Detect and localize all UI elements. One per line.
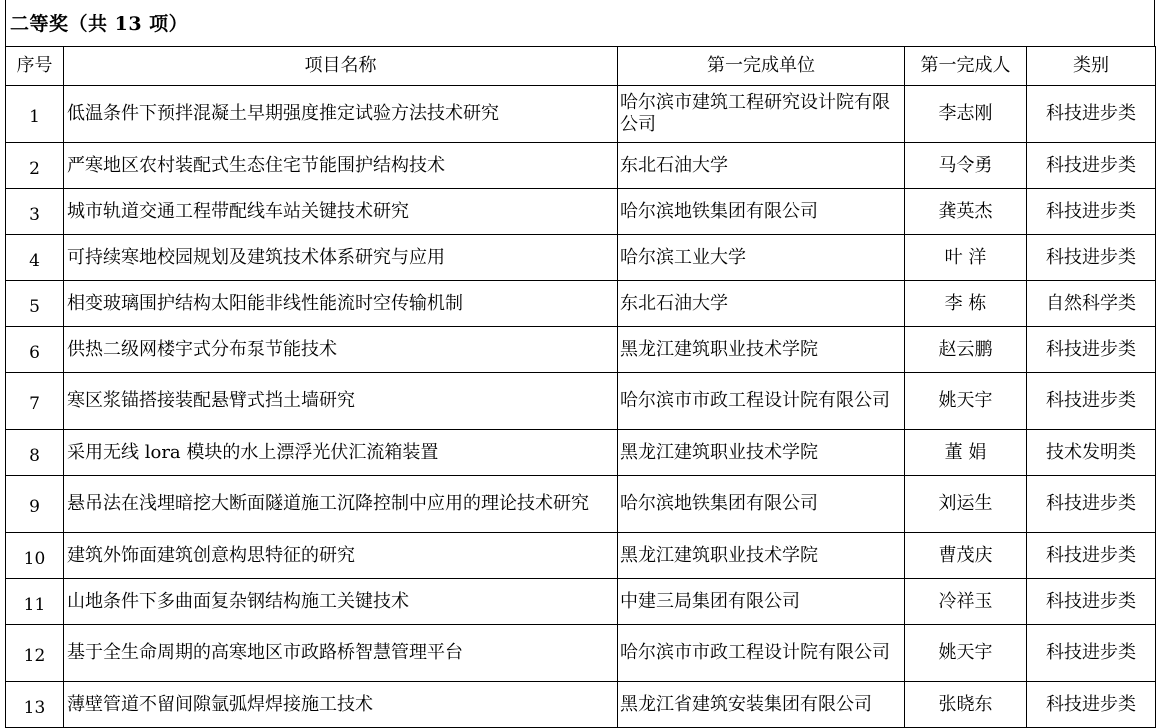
cell-person: 姚天宇: [905, 625, 1027, 682]
cell-category: 技术发明类: [1027, 430, 1156, 476]
cell-index: 7: [6, 373, 64, 430]
table-row: [6, 143, 1156, 189]
award-sheet: [5, 0, 1155, 718]
cell-project: 可持续寒地校园规划及建筑技术体系研究与应用: [64, 235, 618, 281]
cell-index: 11: [6, 579, 64, 625]
cell-unit: 黑龙江建筑职业技术学院: [618, 533, 905, 579]
table-row: [6, 682, 1156, 728]
cell-unit: 哈尔滨市市政工程设计院有限公司: [618, 373, 905, 430]
cell-person: 张晓东: [905, 682, 1027, 728]
cell-person: 马令勇: [905, 143, 1027, 189]
cell-project: 薄壁管道不留间隙氩弧焊焊接施工技术: [64, 682, 618, 728]
cell-index: 12: [6, 625, 64, 682]
header-category: 类别: [1027, 47, 1156, 86]
table-row: [6, 86, 1156, 143]
cell-unit: 哈尔滨市建筑工程研究设计院有限公司: [618, 86, 905, 143]
cell-project: 严寒地区农村装配式生态住宅节能围护结构技术: [64, 143, 618, 189]
cell-person: 冷祥玉: [905, 579, 1027, 625]
cell-category: 科技进步类: [1027, 143, 1156, 189]
cell-person: 姚天宇: [905, 373, 1027, 430]
cell-unit: 黑龙江建筑职业技术学院: [618, 327, 905, 373]
table-row: [6, 281, 1156, 327]
cell-category: 自然科学类: [1027, 281, 1156, 327]
cell-index: 9: [6, 476, 64, 533]
cell-index: 8: [6, 430, 64, 476]
award-table: [5, 46, 1156, 728]
cell-unit: 中建三局集团有限公司: [618, 579, 905, 625]
cell-person: 李 栋: [905, 281, 1027, 327]
cell-unit: 东北石油大学: [618, 281, 905, 327]
cell-unit: 哈尔滨市市政工程设计院有限公司: [618, 625, 905, 682]
cell-project: 基于全生命周期的高寒地区市政路桥智慧管理平台: [64, 625, 618, 682]
cell-person: 曹茂庆: [905, 533, 1027, 579]
table-row: [6, 533, 1156, 579]
cell-index: 1: [6, 86, 64, 143]
table-row: [6, 430, 1156, 476]
cell-category: 科技进步类: [1027, 682, 1156, 728]
cell-index: 5: [6, 281, 64, 327]
table-row: [6, 327, 1156, 373]
header-index: 序号: [6, 47, 64, 86]
header-person: 第一完成人: [905, 47, 1027, 86]
table-row: [6, 579, 1156, 625]
section-title: 二等奖（共 13 项）: [10, 13, 189, 35]
cell-category: 科技进步类: [1027, 579, 1156, 625]
cell-project: 悬吊法在浅埋暗挖大断面隧道施工沉降控制中应用的理论技术研究: [64, 476, 618, 533]
cell-unit: 黑龙江建筑职业技术学院: [618, 430, 905, 476]
cell-project: 采用无线 lora 模块的水上漂浮光伏汇流箱装置: [64, 430, 618, 476]
cell-index: 10: [6, 533, 64, 579]
cell-index: 6: [6, 327, 64, 373]
cell-unit: 东北石油大学: [618, 143, 905, 189]
cell-unit: 哈尔滨地铁集团有限公司: [618, 476, 905, 533]
cell-person: 刘运生: [905, 476, 1027, 533]
cell-person: 赵云鹏: [905, 327, 1027, 373]
cell-person: 龚英杰: [905, 189, 1027, 235]
cell-category: 科技进步类: [1027, 327, 1156, 373]
cell-person: 叶 洋: [905, 235, 1027, 281]
header-unit: 第一完成单位: [618, 47, 905, 86]
table-body: [6, 86, 1156, 728]
cell-unit: 黑龙江省建筑安装集团有限公司: [618, 682, 905, 728]
table-header-row: [6, 47, 1156, 86]
section-title-row: [5, 0, 1155, 46]
cell-category: 科技进步类: [1027, 189, 1156, 235]
cell-index: 3: [6, 189, 64, 235]
cell-category: 科技进步类: [1027, 235, 1156, 281]
cell-category: 科技进步类: [1027, 476, 1156, 533]
cell-category: 科技进步类: [1027, 625, 1156, 682]
table-row: [6, 625, 1156, 682]
cell-project: 寒区浆锚搭接装配悬臂式挡土墙研究: [64, 373, 618, 430]
cell-project: 相变玻璃围护结构太阳能非线性能流时空传输机制: [64, 281, 618, 327]
header-project: 项目名称: [64, 47, 618, 86]
cell-project: 低温条件下预拌混凝土早期强度推定试验方法技术研究: [64, 86, 618, 143]
cell-index: 2: [6, 143, 64, 189]
cell-category: 科技进步类: [1027, 373, 1156, 430]
cell-category: 科技进步类: [1027, 86, 1156, 143]
cell-project: 供热二级网楼宇式分布泵节能技术: [64, 327, 618, 373]
cell-project: 城市轨道交通工程带配线车站关键技术研究: [64, 189, 618, 235]
cell-person: 李志刚: [905, 86, 1027, 143]
table-row: [6, 235, 1156, 281]
cell-unit: 哈尔滨地铁集团有限公司: [618, 189, 905, 235]
table-row: [6, 476, 1156, 533]
table-row: [6, 189, 1156, 235]
cell-project: 山地条件下多曲面复杂钢结构施工关键技术: [64, 579, 618, 625]
cell-person: 董 娟: [905, 430, 1027, 476]
cell-index: 13: [6, 682, 64, 728]
table-row: [6, 373, 1156, 430]
cell-category: 科技进步类: [1027, 533, 1156, 579]
cell-unit: 哈尔滨工业大学: [618, 235, 905, 281]
cell-project: 建筑外饰面建筑创意构思特征的研究: [64, 533, 618, 579]
cell-index: 4: [6, 235, 64, 281]
